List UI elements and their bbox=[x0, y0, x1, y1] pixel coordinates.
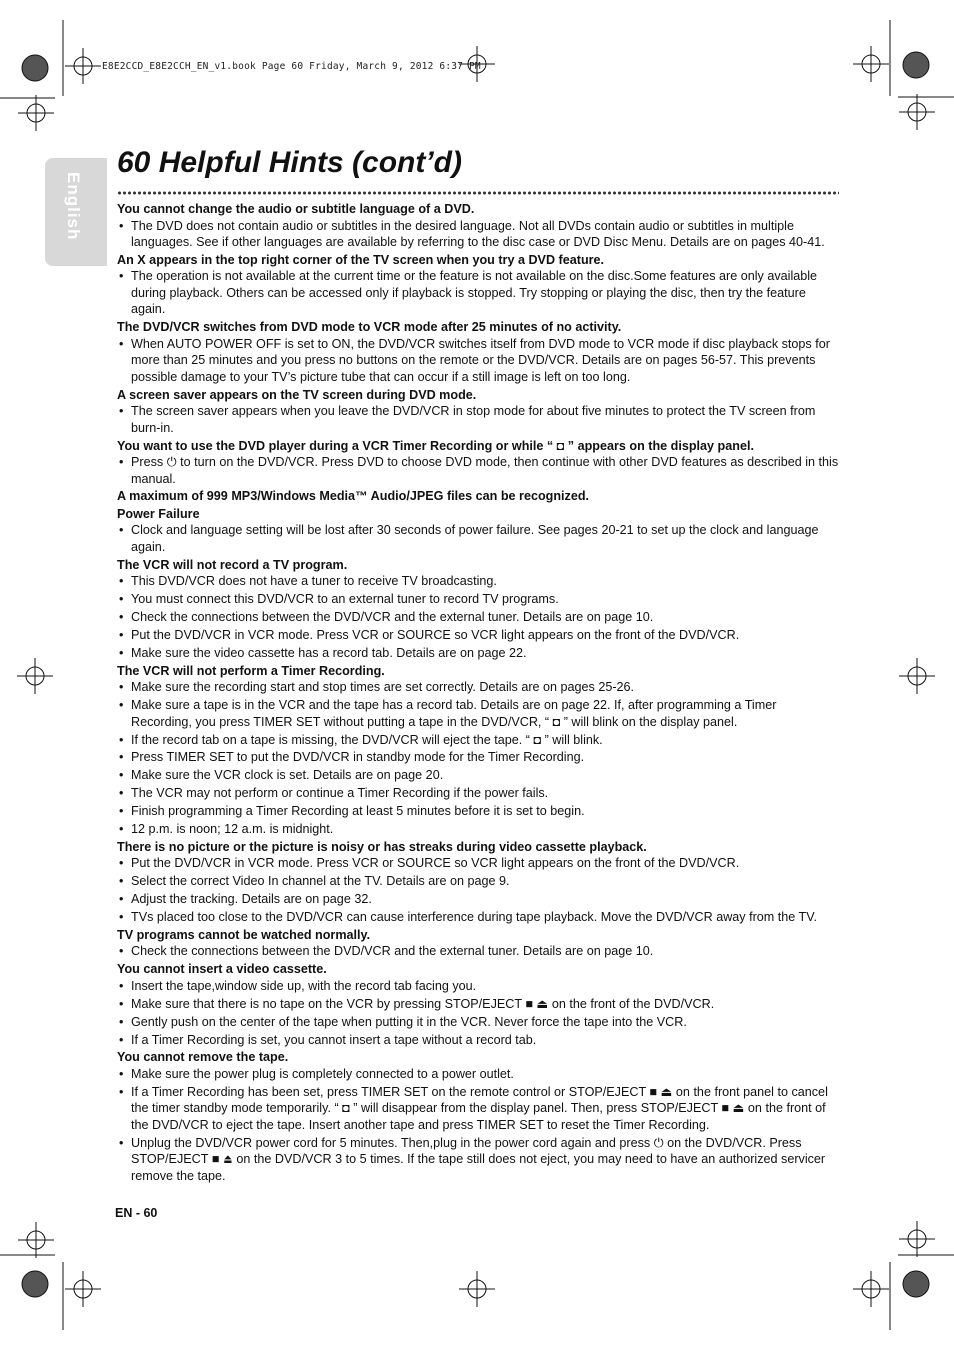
hint-section bbox=[117, 1049, 839, 1184]
hint-section bbox=[117, 557, 839, 662]
hint-list bbox=[117, 978, 839, 1048]
hint-list bbox=[117, 218, 839, 251]
hint-heading: A maximum of 999 MP3/Windows Media™ Audio/JPEG files can be recognized. bbox=[117, 489, 590, 504]
hint-heading: The VCR will not record a TV program. bbox=[117, 557, 348, 572]
hint-item: • Clock and language setting will be lost after 30 seconds of power failure. See pages 20-21 to set up the clock and language again. bbox=[117, 522, 839, 555]
hint-item: • 12 p.m. is noon; 12 a.m. is midnight. bbox=[117, 821, 839, 838]
hint-section bbox=[117, 961, 839, 1048]
hint-item: • Check the connections between the DVD/VCR and the external tuner. Details are on page 10. bbox=[117, 609, 839, 626]
hint-item: • When AUTO POWER OFF is set to ON, the DVD/VCR switches itself from DVD mode to VCR mode if disc playback stops for more than 25 minutes and you press no buttons on the remote or the DVD/VCR. Details are on pages 56-57. This prevents possible damage to your TV’s picture tube that can occur if a still image is left on too long. bbox=[117, 336, 839, 386]
hint-section bbox=[117, 927, 839, 960]
language-tab-label: English bbox=[64, 172, 83, 241]
hint-item: • Make sure the power plug is completely connected to a power outlet. bbox=[117, 1066, 839, 1083]
hint-heading: The VCR will not perform a Timer Recording. bbox=[117, 663, 385, 678]
hint-item: • The screen saver appears when you leave the DVD/VCR in stop mode for about five minutes to protect the TV screen from burn-in. bbox=[117, 403, 839, 436]
hint-section bbox=[117, 252, 839, 318]
hint-item: • Make sure a tape is in the VCR and the tape has a record tab. Details are on page 22. If, after programming a Timer Recording, you press TIMER SET without putting a tape in the DVD/VCR, “ ◘ ” will blink on the display panel. bbox=[117, 697, 839, 730]
hint-item: • If the record tab on a tape is missing, the DVD/VCR will eject the tape. “ ◘ ” will blink. bbox=[117, 732, 839, 749]
hint-section bbox=[117, 839, 839, 926]
hint-item: • The DVD does not contain audio or subtitles in the desired language. Not all DVDs contain audio or subtitles in multiple languages. See if other languages are available by referring to the disc case or DVD Disc Menu. Details are on pages 40-41. bbox=[117, 218, 839, 251]
page-number: EN - 60 bbox=[115, 1206, 158, 1220]
print-header: E8E2CCD_E8E2CCH_EN_v1.book Page 60 Friday, March 9, 2012 6:37 PM bbox=[102, 61, 481, 72]
hint-heading: A screen saver appears on the TV screen during DVD mode. bbox=[117, 387, 477, 402]
hints-content bbox=[117, 200, 839, 1186]
hint-item: • Check the connections between the DVD/VCR and the external tuner. Details are on page 10. bbox=[117, 943, 839, 960]
hint-section bbox=[117, 506, 839, 556]
page-title: 60 Helpful Hints (cont’d) bbox=[117, 146, 462, 179]
hint-item: • If a Timer Recording is set, you cannot insert a tape without a record tab. bbox=[117, 1032, 839, 1049]
hint-heading: Power Failure bbox=[117, 506, 200, 521]
hint-section bbox=[117, 663, 839, 838]
hint-section bbox=[117, 387, 839, 437]
hint-item: • Put the DVD/VCR in VCR mode. Press VCR or SOURCE so VCR light appears on the front of the DVD/VCR. bbox=[117, 627, 839, 644]
hint-item: • Press TIMER SET to put the DVD/VCR in standby mode for the Timer Recording. bbox=[117, 749, 839, 766]
hint-item: • Select the correct Video In channel at the TV. Details are on page 9. bbox=[117, 873, 839, 890]
hint-heading: An X appears in the top right corner of the TV screen when you try a DVD feature. bbox=[117, 252, 605, 267]
hint-list bbox=[117, 1066, 839, 1184]
hint-list bbox=[117, 454, 839, 487]
hint-heading: You cannot remove the tape. bbox=[117, 1050, 289, 1065]
hint-section bbox=[117, 201, 839, 251]
hint-item: • This DVD/VCR does not have a tuner to receive TV broadcasting. bbox=[117, 573, 839, 590]
hint-list bbox=[117, 403, 839, 436]
hint-section bbox=[117, 488, 839, 505]
hint-list bbox=[117, 943, 839, 960]
dotted-divider bbox=[117, 190, 839, 196]
hint-item: • Gently push on the center of the tape when putting it in the VCR. Never force the tape into the VCR. bbox=[117, 1014, 839, 1031]
hint-list bbox=[117, 855, 839, 925]
hint-list bbox=[117, 573, 839, 661]
hint-heading: There is no picture or the picture is noisy or has streaks during video cassette playback. bbox=[117, 839, 647, 854]
hint-item: • Unplug the DVD/VCR power cord for 5 minutes. Then,plug in the power cord again and press ⏻ on the DVD/VCR. Press STOP/EJECT ■ ⏏ on the DVD/VCR 3 to 5 times. If the tape still does not eject, you may need to have an authorized servicer remove the tape. bbox=[117, 1135, 839, 1185]
hint-item: • Make sure the VCR clock is set. Details are on page 20. bbox=[117, 767, 839, 784]
language-tab bbox=[45, 158, 107, 266]
hint-item: • TVs placed too close to the DVD/VCR can cause interference during tape playback. Move the DVD/VCR away from the TV. bbox=[117, 909, 839, 926]
hint-item: • You must connect this DVD/VCR to an external tuner to record TV programs. bbox=[117, 591, 839, 608]
hint-item: • Press ⏻ to turn on the DVD/VCR. Press DVD to choose DVD mode, then continue with other DVD features as described in this manual. bbox=[117, 454, 839, 487]
hint-heading: You cannot change the audio or subtitle language of a DVD. bbox=[117, 202, 475, 216]
hint-heading: The DVD/VCR switches from DVD mode to VCR mode after 25 minutes of no activity. bbox=[117, 320, 622, 335]
hint-heading: You want to use the DVD player during a VCR Timer Recording or while “ ◘ ” appears on the display panel. bbox=[117, 438, 754, 453]
hint-list bbox=[117, 336, 839, 386]
hint-heading: You cannot insert a video cassette. bbox=[117, 962, 327, 977]
hint-item: • Insert the tape,window side up, with the record tab facing you. bbox=[117, 978, 839, 995]
hint-section bbox=[117, 438, 839, 488]
hint-section bbox=[117, 319, 839, 385]
hint-item: • Finish programming a Timer Recording at least 5 minutes before it is set to begin. bbox=[117, 803, 839, 820]
hint-list bbox=[117, 679, 839, 837]
hint-item: • Make sure the recording start and stop times are set correctly. Details are on pages 25-26. bbox=[117, 679, 839, 696]
hint-item: • Make sure that there is no tape on the VCR by pressing STOP/EJECT ■ ⏏ on the front of the DVD/VCR. bbox=[117, 996, 839, 1013]
hint-list bbox=[117, 522, 839, 555]
hint-item: • Put the DVD/VCR in VCR mode. Press VCR or SOURCE so VCR light appears on the front of the DVD/VCR. bbox=[117, 855, 839, 872]
hint-item: • Adjust the tracking. Details are on page 32. bbox=[117, 891, 839, 908]
hint-heading: TV programs cannot be watched normally. bbox=[117, 927, 371, 942]
hint-item: • If a Timer Recording has been set, press TIMER SET on the remote control or STOP/EJECT ■ ⏏ on the front panel to cancel the timer standby mode temporarily. “ ◘ ” will disappear from the display panel. Then, press STOP/EJECT ■ ⏏ on the front of the DVD/VCR to eject the tape. Insert another tape and press TIMER SET to reset the Timer Recording. bbox=[117, 1084, 839, 1134]
hint-item: • Make sure the video cassette has a record tab. Details are on page 22. bbox=[117, 645, 839, 662]
hint-item: • The VCR may not perform or continue a Timer Recording if the power fails. bbox=[117, 785, 839, 802]
hint-item: • The operation is not available at the current time or the feature is not available on the disc.Some features are only available during playback. Others can be accessed only if playback is stopped. Try stopping or playing the disc, then try the feature again. bbox=[117, 268, 839, 318]
hint-list bbox=[117, 268, 839, 318]
